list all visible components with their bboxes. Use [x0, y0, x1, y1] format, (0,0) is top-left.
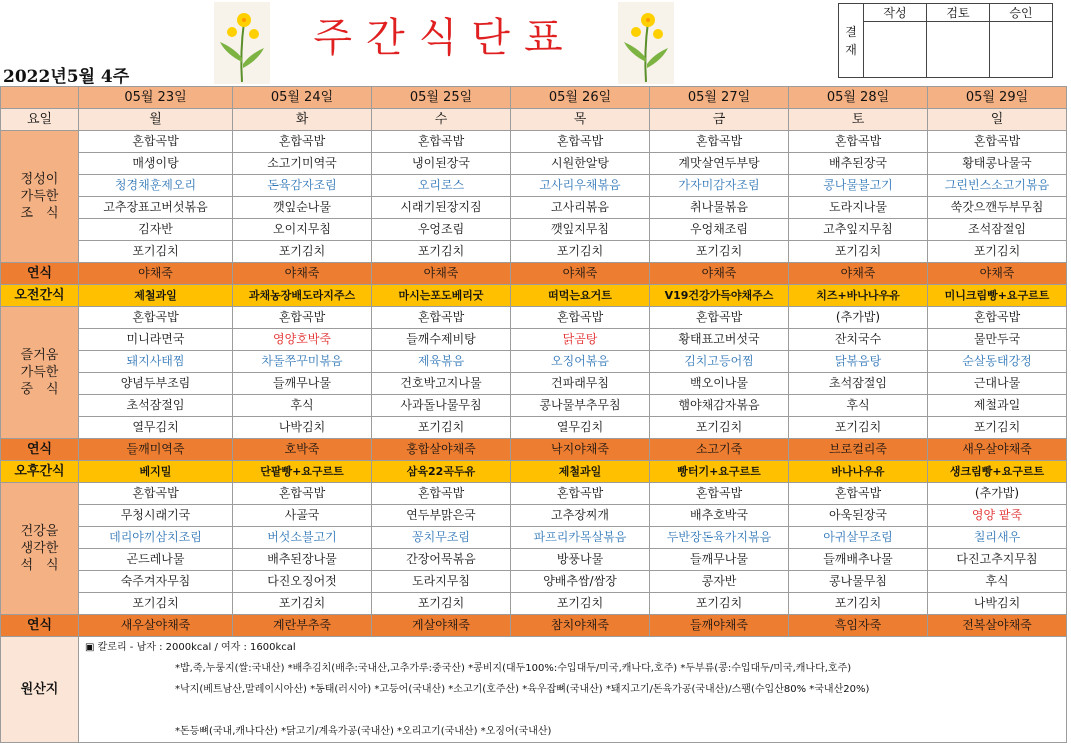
pm-snack-row	[1, 461, 1067, 483]
menu-item: 초석잠절임	[789, 373, 928, 395]
menu-item: 우엉조림	[372, 219, 511, 241]
porridge-item: 야채죽	[372, 263, 511, 285]
origin-line	[85, 700, 1066, 721]
menu-item: 포기김치	[79, 593, 233, 615]
breakfast-label: 정성이 가득한 조 식	[1, 131, 79, 263]
menu-item: 혼합곡밥	[511, 307, 650, 329]
breakfast-row	[1, 241, 1067, 263]
menu-item: 콩나물불고기	[789, 175, 928, 197]
menu-item: 숙주겨자무침	[79, 571, 233, 593]
porridge-item: 전복살야채죽	[928, 615, 1067, 637]
menu-item: 고사리볶음	[511, 197, 650, 219]
dinner-row	[1, 593, 1067, 615]
menu-item: 양배추쌈/쌈장	[511, 571, 650, 593]
weekday-cell: 토	[789, 109, 928, 131]
am-snack-item: 미니크림빵+요구르트	[928, 285, 1067, 307]
am-snack-item: 마시는포도베리굿	[372, 285, 511, 307]
porridge-item: 야채죽	[928, 263, 1067, 285]
menu-item: 포기김치	[79, 241, 233, 263]
approval-writer: 작성	[864, 4, 927, 22]
menu-item: 잔치국수	[789, 329, 928, 351]
porridge-item: 흑임자죽	[789, 615, 928, 637]
menu-item: 포기김치	[928, 417, 1067, 439]
menu-item: 건호박고지나물	[372, 373, 511, 395]
lunch-row	[1, 329, 1067, 351]
menu-item: 제육볶음	[372, 351, 511, 373]
calorie-info: ▣ 칼로리 - 남자 : 2000kcal / 여자 : 1600kcal	[85, 642, 296, 653]
origin-row	[1, 637, 1067, 743]
menu-item: 황태표고버섯국	[650, 329, 789, 351]
menu-item: 포기김치	[233, 593, 372, 615]
menu-item: 혼합곡밥	[79, 483, 233, 505]
origin-line: *돈등뼈(국내,캐나다산) *닭고기/계육가공(국내산) *오리고기(국내산) *오징어(국내산)	[175, 726, 552, 737]
weekday-cell: 화	[233, 109, 372, 131]
breakfast-row	[1, 175, 1067, 197]
menu-item: 건파래무침	[511, 373, 650, 395]
menu-item: 고추잎지무침	[789, 219, 928, 241]
porridge-item: 게살야채죽	[372, 615, 511, 637]
menu-item: 차돌쭈꾸미볶음	[233, 351, 372, 373]
porridge-item: 계란부추죽	[233, 615, 372, 637]
menu-item: 오리로스	[372, 175, 511, 197]
porridge-item: 들깨야채죽	[650, 615, 789, 637]
origin-label: 원산지	[1, 637, 79, 743]
menu-item: 혼합곡밥	[372, 483, 511, 505]
menu-item: 연두부맑은국	[372, 505, 511, 527]
menu-item: 백오이나물	[650, 373, 789, 395]
date-cell: 05월 29일	[928, 87, 1067, 109]
date-cell: 05월 23일	[79, 87, 233, 109]
am-snack-item: 과채농장배도라지주스	[233, 285, 372, 307]
origin-line: *밥,죽,누룽지(쌀:국내산) *배추김치(배추:국내산,고추가루:중국산) *콩비지(대두100%:수입대두/미국,캐나다,호주) *두부류(콩:수입대두/미국,캐나다,호주)	[175, 663, 852, 674]
menu-item: 초석잠절임	[79, 395, 233, 417]
pm-snack-item: 베지밀	[79, 461, 233, 483]
porridge-item: 소고기죽	[650, 439, 789, 461]
weekly-menu-table	[0, 86, 1067, 743]
pm-snack-item: 생크림빵+요구르트	[928, 461, 1067, 483]
porridge-item: 야채죽	[650, 263, 789, 285]
menu-item: 혼합곡밥	[789, 483, 928, 505]
menu-item: 사골국	[233, 505, 372, 527]
menu-item: 아욱된장국	[789, 505, 928, 527]
menu-item: 파프리카목살볶음	[511, 527, 650, 549]
am-snack-item: V19건강가득야채주스	[650, 285, 789, 307]
menu-item: 혼합곡밥	[650, 483, 789, 505]
menu-item: 나박김치	[928, 593, 1067, 615]
menu-item: 포기김치	[233, 241, 372, 263]
menu-item: 꽁치무조림	[372, 527, 511, 549]
breakfast-row	[1, 131, 1067, 153]
menu-item: 돼지사태찜	[79, 351, 233, 373]
menu-item: 포기김치	[372, 417, 511, 439]
menu-item: 포기김치	[372, 241, 511, 263]
porridge-item: 야채죽	[789, 263, 928, 285]
menu-item: 미니라면국	[79, 329, 233, 351]
porridge-item: 참치야채죽	[511, 615, 650, 637]
approval-box	[838, 3, 1053, 78]
menu-item: 들깨무나물	[650, 549, 789, 571]
menu-item: 혼합곡밥	[233, 307, 372, 329]
menu-item: 혼합곡밥	[372, 131, 511, 153]
pm-snack-item: 제철과일	[511, 461, 650, 483]
menu-item: 버섯소불고기	[233, 527, 372, 549]
menu-item: 배추호박국	[650, 505, 789, 527]
menu-item: 돈육감자조림	[233, 175, 372, 197]
dinner-label: 건강을 생각한 석 식	[1, 483, 79, 615]
menu-item: 양념두부조림	[79, 373, 233, 395]
porridge-label: 연식	[1, 263, 79, 285]
menu-item: 소고기미역국	[233, 153, 372, 175]
menu-item: 냉이된장국	[372, 153, 511, 175]
date-cell: 05월 26일	[511, 87, 650, 109]
menu-item: 배추된장국	[789, 153, 928, 175]
flower-decoration-icon	[618, 2, 674, 84]
weekday-cell: 목	[511, 109, 650, 131]
pm-snack-item: 삼육22곡두유	[372, 461, 511, 483]
breakfast-row	[1, 153, 1067, 175]
menu-item: 오징어볶음	[511, 351, 650, 373]
menu-item: 포기김치	[789, 417, 928, 439]
menu-item: 혼합곡밥	[511, 483, 650, 505]
page-title: 주간식단표	[313, 15, 577, 61]
menu-item: 혼합곡밥	[928, 131, 1067, 153]
flower-decoration-icon	[214, 2, 270, 84]
menu-item: 혼합곡밥	[233, 131, 372, 153]
dinner-row	[1, 549, 1067, 571]
menu-item: 오이지무침	[233, 219, 372, 241]
weekday-header: 요일	[1, 109, 79, 131]
breakfast-row	[1, 197, 1067, 219]
corner-cell	[1, 87, 79, 109]
origin-line: *낙지(베트남산,말레이시아산) *동태(러시아) *고등어(국내산) *소고기(호주산) *육우잡뼈(국내산) *돼지고기/돈육가공(국내산)/스팸(수입산80% *국내산20%)	[175, 684, 870, 695]
menu-item: 곤드레나물	[79, 549, 233, 571]
menu-item: 방풍나물	[511, 549, 650, 571]
menu-item: 혼합곡밥	[789, 131, 928, 153]
porridge-row	[1, 615, 1067, 637]
lunch-row	[1, 351, 1067, 373]
menu-item: 고사리우채볶음	[511, 175, 650, 197]
porridge-item: 브로컬리죽	[789, 439, 928, 461]
dinner-row	[1, 571, 1067, 593]
menu-item: 깻잎순나물	[233, 197, 372, 219]
menu-item: 간장어묵볶음	[372, 549, 511, 571]
menu-item: 후식	[928, 571, 1067, 593]
menu-item: 혼합곡밥	[79, 131, 233, 153]
menu-item: 도라지나물	[789, 197, 928, 219]
menu-item: 데리야끼삼치조림	[79, 527, 233, 549]
pm-snack-item: 바나나우유	[789, 461, 928, 483]
menu-item: 혼합곡밥	[928, 307, 1067, 329]
date-row	[1, 87, 1067, 109]
approval-sign-box	[990, 22, 1053, 78]
lunch-row	[1, 307, 1067, 329]
porridge-label: 연식	[1, 615, 79, 637]
menu-item: 닭곰탕	[511, 329, 650, 351]
lunch-row	[1, 373, 1067, 395]
menu-item: 매생이탕	[79, 153, 233, 175]
menu-item: (추가밥)	[789, 307, 928, 329]
am-snack-item: 떠먹는요거트	[511, 285, 650, 307]
menu-item: 황태콩나물국	[928, 153, 1067, 175]
menu-item: 조석잠절임	[928, 219, 1067, 241]
menu-item: 아귀살무조림	[789, 527, 928, 549]
weekday-row	[1, 109, 1067, 131]
porridge-row	[1, 263, 1067, 285]
menu-item: 김치고등어찜	[650, 351, 789, 373]
page-header	[0, 0, 1071, 86]
menu-item: 포기김치	[372, 593, 511, 615]
pm-snack-item: 빵터기+요구르트	[650, 461, 789, 483]
menu-item: 닭볶음탕	[789, 351, 928, 373]
menu-item: 혼합곡밥	[650, 307, 789, 329]
menu-item: 무청시래기국	[79, 505, 233, 527]
menu-item: 시래기된장지짐	[372, 197, 511, 219]
menu-item: 취나물볶음	[650, 197, 789, 219]
menu-item: 열무김치	[79, 417, 233, 439]
menu-item: 시원한알탕	[511, 153, 650, 175]
menu-item: 우엉채조림	[650, 219, 789, 241]
approval-sign-box	[864, 22, 927, 78]
porridge-item: 새우살야채죽	[79, 615, 233, 637]
menu-item: 나박김치	[233, 417, 372, 439]
menu-item: 혼합곡밥	[233, 483, 372, 505]
menu-item: 사과돌나물무침	[372, 395, 511, 417]
porridge-item: 낙지야채죽	[511, 439, 650, 461]
date-cell: 05월 27일	[650, 87, 789, 109]
menu-item: 두반장돈육가지볶음	[650, 527, 789, 549]
porridge-item: 호박죽	[233, 439, 372, 461]
dinner-row	[1, 483, 1067, 505]
approval-sign-box	[927, 22, 990, 78]
week-label: 2022년5월 4주	[3, 67, 130, 87]
date-cell: 05월 28일	[789, 87, 928, 109]
weekday-cell: 금	[650, 109, 789, 131]
approval-label: 결 재	[839, 4, 864, 78]
menu-item: 콩나물무침	[789, 571, 928, 593]
pm-snack-item: 단팥빵+요구르트	[233, 461, 372, 483]
menu-item: 열무김치	[511, 417, 650, 439]
dinner-row	[1, 527, 1067, 549]
weekday-cell: 일	[928, 109, 1067, 131]
menu-item: 영양호박죽	[233, 329, 372, 351]
menu-item: 다진고추지무침	[928, 549, 1067, 571]
am-snack-item: 치즈+바나나우유	[789, 285, 928, 307]
menu-item: 포기김치	[789, 593, 928, 615]
menu-item: 들깨수제비탕	[372, 329, 511, 351]
date-cell: 05월 25일	[372, 87, 511, 109]
menu-item: 영양 팥죽	[928, 505, 1067, 527]
menu-item: 포기김치	[511, 593, 650, 615]
am-snack-label: 오전간식	[1, 285, 79, 307]
breakfast-row	[1, 219, 1067, 241]
menu-item: 다진오징어젓	[233, 571, 372, 593]
menu-item: 들깨배추나물	[789, 549, 928, 571]
menu-item: 포기김치	[650, 593, 789, 615]
menu-item: 칠리새우	[928, 527, 1067, 549]
menu-item: 깻잎지무침	[511, 219, 650, 241]
menu-item: (추가밥)	[928, 483, 1067, 505]
menu-item: 콩자반	[650, 571, 789, 593]
approval-review: 검토	[927, 4, 990, 22]
menu-item: 들깨무나물	[233, 373, 372, 395]
menu-item: 혼합곡밥	[79, 307, 233, 329]
porridge-item: 야채죽	[511, 263, 650, 285]
porridge-item: 야채죽	[79, 263, 233, 285]
lunch-row	[1, 417, 1067, 439]
menu-item: 물만두국	[928, 329, 1067, 351]
weekday-cell: 수	[372, 109, 511, 131]
porridge-row	[1, 439, 1067, 461]
porridge-item: 새우살야채죽	[928, 439, 1067, 461]
approval-approve: 승인	[990, 4, 1053, 22]
lunch-row	[1, 395, 1067, 417]
menu-item: 혼합곡밥	[650, 131, 789, 153]
date-cell: 05월 24일	[233, 87, 372, 109]
origin-info	[79, 637, 1067, 743]
porridge-item: 야채죽	[233, 263, 372, 285]
menu-item: 배추된장나물	[233, 549, 372, 571]
porridge-item: 들깨미역죽	[79, 439, 233, 461]
weekday-cell: 월	[79, 109, 233, 131]
menu-item: 고추장표고버섯볶음	[79, 197, 233, 219]
lunch-label: 즐거움 가득한 중 식	[1, 307, 79, 439]
menu-item: 포기김치	[789, 241, 928, 263]
am-snack-item: 제철과일	[79, 285, 233, 307]
menu-item: 콩나물부추무침	[511, 395, 650, 417]
menu-item: 청경채훈제오리	[79, 175, 233, 197]
am-snack-row	[1, 285, 1067, 307]
menu-item: 햄야채감자볶음	[650, 395, 789, 417]
menu-item: 그린빈스소고기볶음	[928, 175, 1067, 197]
menu-item: 도라지무침	[372, 571, 511, 593]
dinner-row	[1, 505, 1067, 527]
porridge-label: 연식	[1, 439, 79, 461]
pm-snack-label: 오후간식	[1, 461, 79, 483]
menu-item: 후식	[789, 395, 928, 417]
menu-item: 포기김치	[928, 241, 1067, 263]
menu-item: 후식	[233, 395, 372, 417]
menu-item: 가자미감자조림	[650, 175, 789, 197]
menu-item: 쑥갓으깬두부무침	[928, 197, 1067, 219]
menu-item: 계맛살연두부탕	[650, 153, 789, 175]
porridge-item: 홍합살야채죽	[372, 439, 511, 461]
menu-item: 고추장찌개	[511, 505, 650, 527]
menu-item: 제철과일	[928, 395, 1067, 417]
menu-item: 포기김치	[511, 241, 650, 263]
menu-item: 근대나물	[928, 373, 1067, 395]
menu-item: 포기김치	[650, 417, 789, 439]
menu-item: 포기김치	[650, 241, 789, 263]
menu-item: 순살동태강정	[928, 351, 1067, 373]
menu-item: 김자반	[79, 219, 233, 241]
menu-item: 혼합곡밥	[372, 307, 511, 329]
menu-item: 혼합곡밥	[511, 131, 650, 153]
